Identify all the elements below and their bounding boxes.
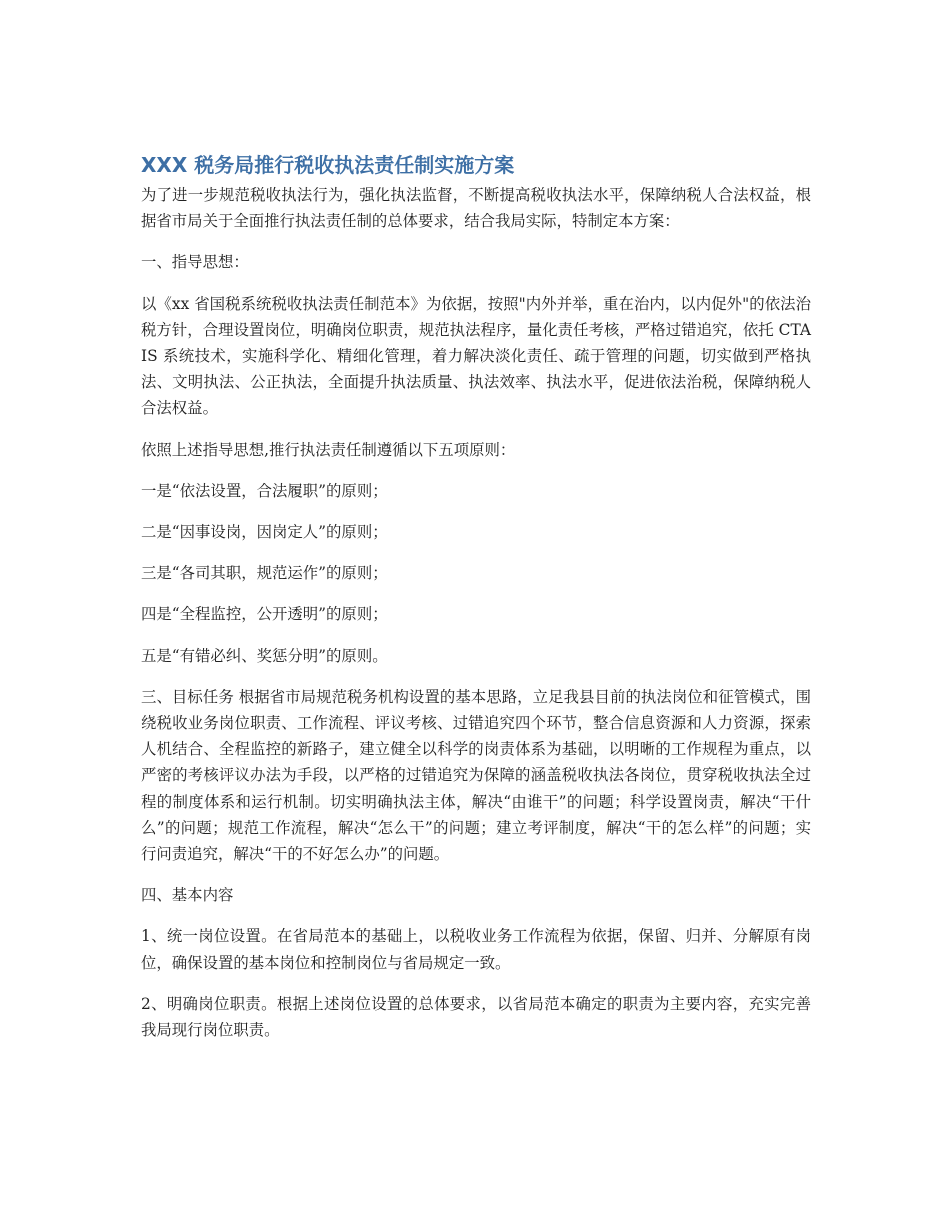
section-heading-basic-content: 四、基本内容 <box>141 886 234 905</box>
principle-item: 三是“各司其职，规范运作”的原则； <box>141 564 388 583</box>
document-body <box>141 152 811 1058</box>
intro-paragraph: 为了进一步规范税收执法行为，强化执法监督，不断提高税收执法水平，保障纳税人合法权益，根据省市局关于全面推行执法责任制的总体要求，结合我局实际，特制定本方案： <box>141 186 811 231</box>
principle-item: 二是“因事设岗，因岗定人”的原则； <box>141 523 388 542</box>
principle-item: 五是“有错必纠、奖惩分明”的原则。 <box>141 646 388 665</box>
objectives-paragraph: 三、目标任务 根据省市局规范税务机构设置的基本思路，立足我县目前的执法岗位和征管模式，围绕税收业务岗位职责、工作流程、评议考核、过错追究四个环节，整合信息资源和人力资源，探索人机结合、全程监控的新路子，建立健全以科学的岗责体系为基础，以明晰的工作规程为重点，以严密的考核评议办法为手段，以严格的过错追究为保障的涵盖税收执法各岗位，贯穿税收执法全过程的制度体系和运行机制。切实明确执法主体，解决“由谁干”的问题；科学设置岗责，解决“干什么”的问题；规范工作流程，解决“怎么干”的问题；建立考评制度，解决“干的怎么样”的问题；实行问责追究，解决“干的不好怎么办”的问题。 <box>141 687 811 864</box>
principle-item: 四是“全程监控，公开透明”的原则； <box>141 605 388 624</box>
principle-item: 一是“依法设置，合法履职”的原则； <box>141 481 388 500</box>
content-item-position-setup: 1、统一岗位设置。在省局范本的基础上，以税收业务工作流程为依据，保留、归并、分解原有岗位，确保设置的基本岗位和控制岗位与省局规定一致。 <box>141 927 811 972</box>
section-heading-guiding-ideology: 一、指导思想： <box>141 253 249 272</box>
content-item-position-duties: 2、明确岗位职责。根据上述岗位设置的总体要求，以省局范本确定的职责为主要内容，充实完善我局现行岗位职责。 <box>141 994 811 1040</box>
guiding-ideology-paragraph: 以《xx 省国税系统税收执法责任制范本》为依据，按照"内外并举，重在治内，以内促外"的依法治税方针，合理设置岗位，明确岗位职责，规范执法程序，量化责任考核，严格过错追究，依托 CTAIS 系统技术，实施科学化、精细化管理，着力解决淡化责任、疏于管理的问题，切实做到严格执法、文明执法、公正执法，全面提升执法质量、执法效率、执法水平，促进依法治税，保障纳税人合法权益。 <box>141 294 811 418</box>
principles-intro: 依照上述指导思想,推行执法责任制遵循以下五项原则： <box>141 440 516 459</box>
document-title: XXX 税务局推行税收执法责任制实施方案 <box>141 153 515 177</box>
